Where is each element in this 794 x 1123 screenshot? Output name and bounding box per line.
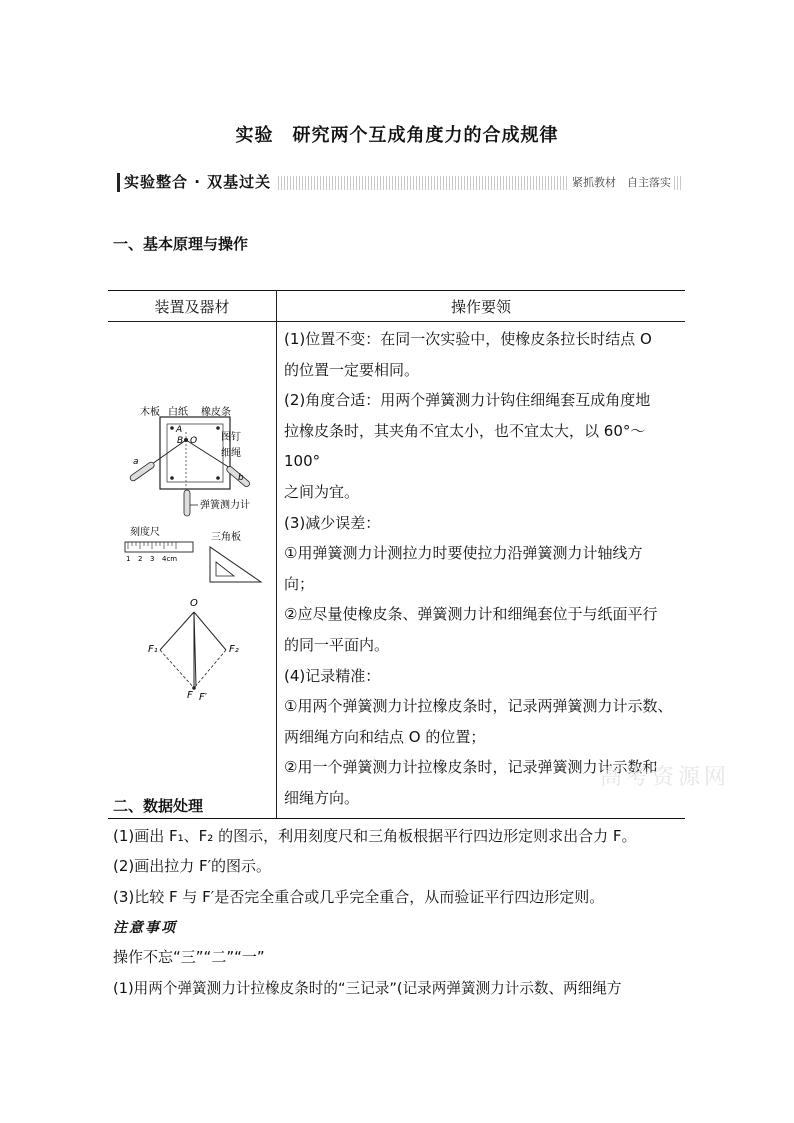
label-point-o: O bbox=[190, 436, 198, 446]
label-rubber: 橡皮条 bbox=[201, 407, 231, 418]
label-point-a: A bbox=[176, 425, 183, 435]
section-heading-principle: 一、基本原理与操作 bbox=[113, 235, 249, 253]
label-pin: 图钉 bbox=[221, 432, 241, 443]
notes-subtitle: 操作不忘“三”“二”“一” bbox=[113, 948, 265, 966]
label-force-o: O bbox=[190, 598, 198, 609]
label-f2: F₂ bbox=[229, 644, 239, 655]
banner-label: 实验整合 · 双基过关 bbox=[124, 173, 272, 191]
force-f2-line bbox=[194, 612, 226, 650]
operation-line: ②应尽量使橡皮条、弹簧测力计和细绳套位于与纸面平行 bbox=[284, 605, 658, 624]
spring-meter-c bbox=[184, 490, 190, 516]
label-f: F bbox=[187, 690, 193, 701]
operation-line: 细绳方向。 bbox=[284, 788, 360, 807]
label-meter: 弹簧测力计 bbox=[200, 500, 250, 511]
operation-line: 的同一平面内。 bbox=[284, 635, 390, 654]
label-paper: 白纸 bbox=[168, 407, 188, 418]
operation-line: (2)角度合适：用两个弹簧测力计钩住细绳套互成角度地 bbox=[284, 391, 651, 410]
operations-text bbox=[277, 322, 685, 818]
notes-line: (1)用两个弹簧测力计拉橡皮条时的“三记录”(记录两弹簧测力计示数、两细绳方 bbox=[113, 980, 622, 997]
ruler-tick-label: 4cm bbox=[162, 555, 178, 563]
operation-line: 的位置一定要相同。 bbox=[284, 360, 420, 379]
data-item: (2)画出拉力 F′的图示。 bbox=[113, 857, 272, 875]
knot-point bbox=[184, 438, 188, 442]
ruler-shape bbox=[125, 542, 193, 552]
header-operations: 操作要领 bbox=[277, 291, 686, 322]
data-item: (1)画出 F₁、F₂ 的图示，利用刻度尺和三角板根据平行四边形定则求出合力 F。 bbox=[113, 827, 637, 845]
watermark: 高考资源网 bbox=[600, 765, 731, 790]
ruler-tick-label: 1 bbox=[126, 555, 131, 563]
ruler-tick-label: 2 bbox=[138, 555, 143, 563]
label-string: 细绳 bbox=[221, 448, 241, 459]
label-triangle: 三角板 bbox=[211, 532, 241, 543]
pin-shape bbox=[170, 426, 174, 430]
label-point-b: B bbox=[177, 436, 184, 446]
label-f-prime: F′ bbox=[199, 692, 208, 703]
procedure-table bbox=[108, 290, 685, 819]
operation-line: (4)记录精准： bbox=[284, 666, 381, 685]
banner-subtitle: 紧抓教材 自主落实 bbox=[569, 176, 674, 190]
apparatus-figure bbox=[108, 322, 276, 790]
parallelogram-side bbox=[194, 650, 226, 688]
operation-line: 两细绳方向和结点 O 的位置； bbox=[284, 727, 486, 746]
operation-line: ①用两个弹簧测力计拉橡皮条时，记录两弹簧测力计示数、 bbox=[284, 697, 673, 716]
page-title: 实验 研究两个互成角度力的合成规律 bbox=[235, 125, 559, 146]
label-end-b: b bbox=[238, 473, 244, 483]
header-apparatus: 装置及器材 bbox=[108, 291, 277, 322]
operation-line: ①用弹簧测力计测拉力时要使拉力沿弹簧测力计轴线方 bbox=[284, 544, 643, 563]
operation-line: 拉橡皮条时，其夹角不宜太小，也不宜太大，以 60°～100° bbox=[284, 421, 646, 471]
operation-line: 向； bbox=[284, 574, 315, 593]
apparatus-cell bbox=[108, 322, 277, 819]
label-board: 木板 bbox=[140, 407, 160, 418]
operation-line: (1)位置不变：在同一次实验中，使橡皮条拉长时结点 O bbox=[284, 330, 652, 348]
section-banner bbox=[113, 173, 686, 193]
force-f1-line bbox=[160, 612, 194, 650]
table-row bbox=[108, 322, 685, 819]
notes-title: 注意事项 bbox=[113, 920, 177, 936]
operation-line: 之间为宜。 bbox=[284, 482, 360, 501]
pin-shape bbox=[216, 426, 220, 430]
banner-mark bbox=[117, 173, 120, 192]
data-item: (3)比较 F 与 F′是否完全重合或几乎完全重合，从而验证平行四边形定则。 bbox=[113, 888, 605, 906]
operations-cell bbox=[277, 322, 686, 819]
pin-shape bbox=[216, 476, 220, 480]
ruler-tick-label: 3 bbox=[150, 555, 155, 563]
operation-line: (3)减少误差： bbox=[284, 513, 381, 532]
table-header-row bbox=[108, 291, 685, 322]
section-heading-data: 二、数据处理 bbox=[113, 797, 204, 815]
label-ruler: 刻度尺 bbox=[130, 527, 160, 538]
pin-shape bbox=[170, 476, 174, 480]
parallelogram-side bbox=[160, 650, 194, 688]
label-end-a: a bbox=[133, 457, 139, 467]
operation-line: ②用一个弹簧测力计拉橡皮条时，记录弹簧测力计示数和 bbox=[284, 758, 658, 777]
triangle-shape bbox=[210, 547, 261, 582]
label-f1: F₁ bbox=[148, 644, 158, 655]
